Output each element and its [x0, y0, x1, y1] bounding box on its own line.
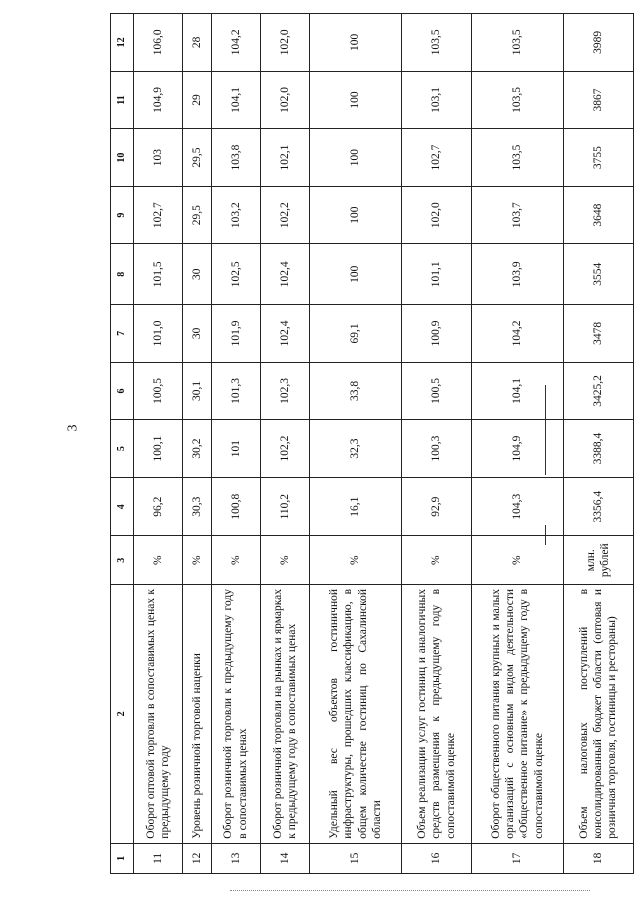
- value-cell: 102,0: [261, 71, 310, 129]
- value-cell: 100: [310, 244, 401, 305]
- unit-cell: %: [261, 536, 310, 585]
- value-cell: 16,1: [310, 477, 401, 536]
- row-number: 12: [183, 843, 211, 873]
- unit-cell: %: [310, 536, 401, 585]
- value-cell: 101,9: [211, 305, 260, 363]
- value-cell: 101,0: [134, 305, 183, 363]
- value-cell: 102,2: [261, 420, 310, 478]
- value-cell: 101,5: [134, 244, 183, 305]
- value-cell: 104,1: [211, 71, 260, 129]
- column-header: 3: [111, 536, 134, 585]
- column-header: 6: [111, 362, 134, 420]
- value-cell: 103,1: [401, 71, 471, 129]
- value-cell: 104,3: [472, 477, 563, 536]
- value-cell: 92,9: [401, 477, 471, 536]
- value-cell: 104,9: [472, 420, 563, 478]
- value-cell: 28: [183, 14, 211, 72]
- value-cell: 106,0: [134, 14, 183, 72]
- column-header: 9: [111, 186, 134, 244]
- value-cell: 3356,4: [563, 477, 633, 536]
- value-cell: 3867: [563, 71, 633, 129]
- value-cell: 100: [310, 71, 401, 129]
- value-cell: 103,2: [211, 186, 260, 244]
- value-cell: 101,1: [401, 244, 471, 305]
- table-row: [472, 14, 563, 874]
- value-cell: 102,5: [211, 244, 260, 305]
- value-cell: 100: [310, 129, 401, 187]
- row-number: 18: [563, 843, 633, 873]
- indicators-table: [110, 13, 634, 874]
- column-header: 2: [111, 584, 134, 843]
- value-cell: 103,9: [472, 244, 563, 305]
- value-cell: 104,1: [472, 362, 563, 420]
- value-cell: 100,9: [401, 305, 471, 363]
- value-cell: 110,2: [261, 477, 310, 536]
- value-cell: 100,5: [401, 362, 471, 420]
- table-body: [134, 14, 634, 874]
- value-cell: 3554: [563, 244, 633, 305]
- value-cell: 3755: [563, 129, 633, 187]
- table-row: [310, 14, 401, 874]
- indicator-name: Удельный вес объектов гостиничной инфраструктуры, прошедших классификацию, в общем количестве гостиниц по Сахалинской области: [310, 584, 401, 843]
- value-cell: 3648: [563, 186, 633, 244]
- value-cell: 100: [310, 186, 401, 244]
- value-cell: 3388,4: [563, 420, 633, 478]
- value-cell: 32,3: [310, 420, 401, 478]
- value-cell: 103,5: [472, 71, 563, 129]
- header-row: [111, 14, 134, 874]
- unit-cell: %: [183, 536, 211, 585]
- indicator-name: Оборот розничной торговли на рынках и ярмарках к предыдущему году в сопоставимых ценах: [261, 584, 310, 843]
- value-cell: 103,7: [472, 186, 563, 244]
- value-cell: 29,5: [183, 129, 211, 187]
- table-row: [401, 14, 471, 874]
- row-number: 17: [472, 843, 563, 873]
- row-number: 13: [211, 843, 260, 873]
- column-header: 12: [111, 14, 134, 72]
- indicator-name: Уровень розничной торговой наценки: [183, 584, 211, 843]
- value-cell: 29,5: [183, 186, 211, 244]
- value-cell: 100,1: [134, 420, 183, 478]
- value-cell: 103,8: [211, 129, 260, 187]
- value-cell: 102,7: [401, 129, 471, 187]
- column-header: 5: [111, 420, 134, 478]
- indicator-name: Оборот розничной торговли к предыдущему году в сопоставимых ценах: [211, 584, 260, 843]
- unit-cell: %: [134, 536, 183, 585]
- value-cell: 103,5: [472, 129, 563, 187]
- indicator-name: Оборот оптовой торговли в сопоставимых ценах к предыдущему году: [134, 584, 183, 843]
- value-cell: 3989: [563, 14, 633, 72]
- value-cell: 103,5: [472, 14, 563, 72]
- column-header: 1: [111, 843, 134, 873]
- value-cell: 3425,2: [563, 362, 633, 420]
- value-cell: 101,3: [211, 362, 260, 420]
- value-cell: 33,8: [310, 362, 401, 420]
- value-cell: 30: [183, 244, 211, 305]
- table-row: [261, 14, 310, 874]
- table-row: [211, 14, 260, 874]
- value-cell: 102,0: [261, 14, 310, 72]
- value-cell: 102,4: [261, 305, 310, 363]
- column-header: 10: [111, 129, 134, 187]
- value-cell: 96,2: [134, 477, 183, 536]
- row-number: 14: [261, 843, 310, 873]
- value-cell: 100,3: [401, 420, 471, 478]
- value-cell: 69,1: [310, 305, 401, 363]
- row-number: 15: [310, 843, 401, 873]
- indicator-name: Оборот общественного питания крупных и малых организаций с основным видом деятельности «Общественное питание» к предыдущему году в сопоставимой оценке: [472, 584, 563, 843]
- value-cell: 100,5: [134, 362, 183, 420]
- row-number: 11: [134, 843, 183, 873]
- page-number: 3: [65, 424, 81, 432]
- value-cell: 29: [183, 71, 211, 129]
- value-cell: 102,4: [261, 244, 310, 305]
- row-number: 16: [401, 843, 471, 873]
- value-cell: 103: [134, 129, 183, 187]
- table-row: [183, 14, 211, 874]
- unit-cell: %: [211, 536, 260, 585]
- value-cell: 102,2: [261, 186, 310, 244]
- value-cell: 102,7: [134, 186, 183, 244]
- value-cell: 30,1: [183, 362, 211, 420]
- value-cell: 100: [310, 14, 401, 72]
- value-cell: 104,2: [211, 14, 260, 72]
- value-cell: 104,2: [472, 305, 563, 363]
- value-cell: 102,1: [261, 129, 310, 187]
- unit-cell: %: [401, 536, 471, 585]
- value-cell: 100,8: [211, 477, 260, 536]
- value-cell: 30,2: [183, 420, 211, 478]
- value-cell: 104,9: [134, 71, 183, 129]
- value-cell: 102,3: [261, 362, 310, 420]
- table-row: [134, 14, 183, 874]
- unit-cell: млн. рублей: [563, 536, 633, 585]
- table-row: [563, 14, 633, 874]
- column-header: 7: [111, 305, 134, 363]
- value-cell: 30,3: [183, 477, 211, 536]
- value-cell: 102,0: [401, 186, 471, 244]
- value-cell: 101: [211, 420, 260, 478]
- value-cell: 30: [183, 305, 211, 363]
- column-header: 8: [111, 244, 134, 305]
- column-header: 11: [111, 71, 134, 129]
- unit-cell: %: [472, 536, 563, 585]
- scan-noise: [230, 890, 590, 891]
- column-header: 4: [111, 477, 134, 536]
- rotated-table-wrapper: [110, 13, 634, 874]
- indicator-name: Объем налоговых поступлений в консолидированный бюджет области (оптовая и розничная торговля, гостиницы и рестораны): [563, 584, 633, 843]
- value-cell: 103,5: [401, 14, 471, 72]
- value-cell: 3478: [563, 305, 633, 363]
- indicator-name: Объем реализации услуг гостиниц и аналогичных средств размещения к предыдущему году в сопоставимой оценке: [401, 584, 471, 843]
